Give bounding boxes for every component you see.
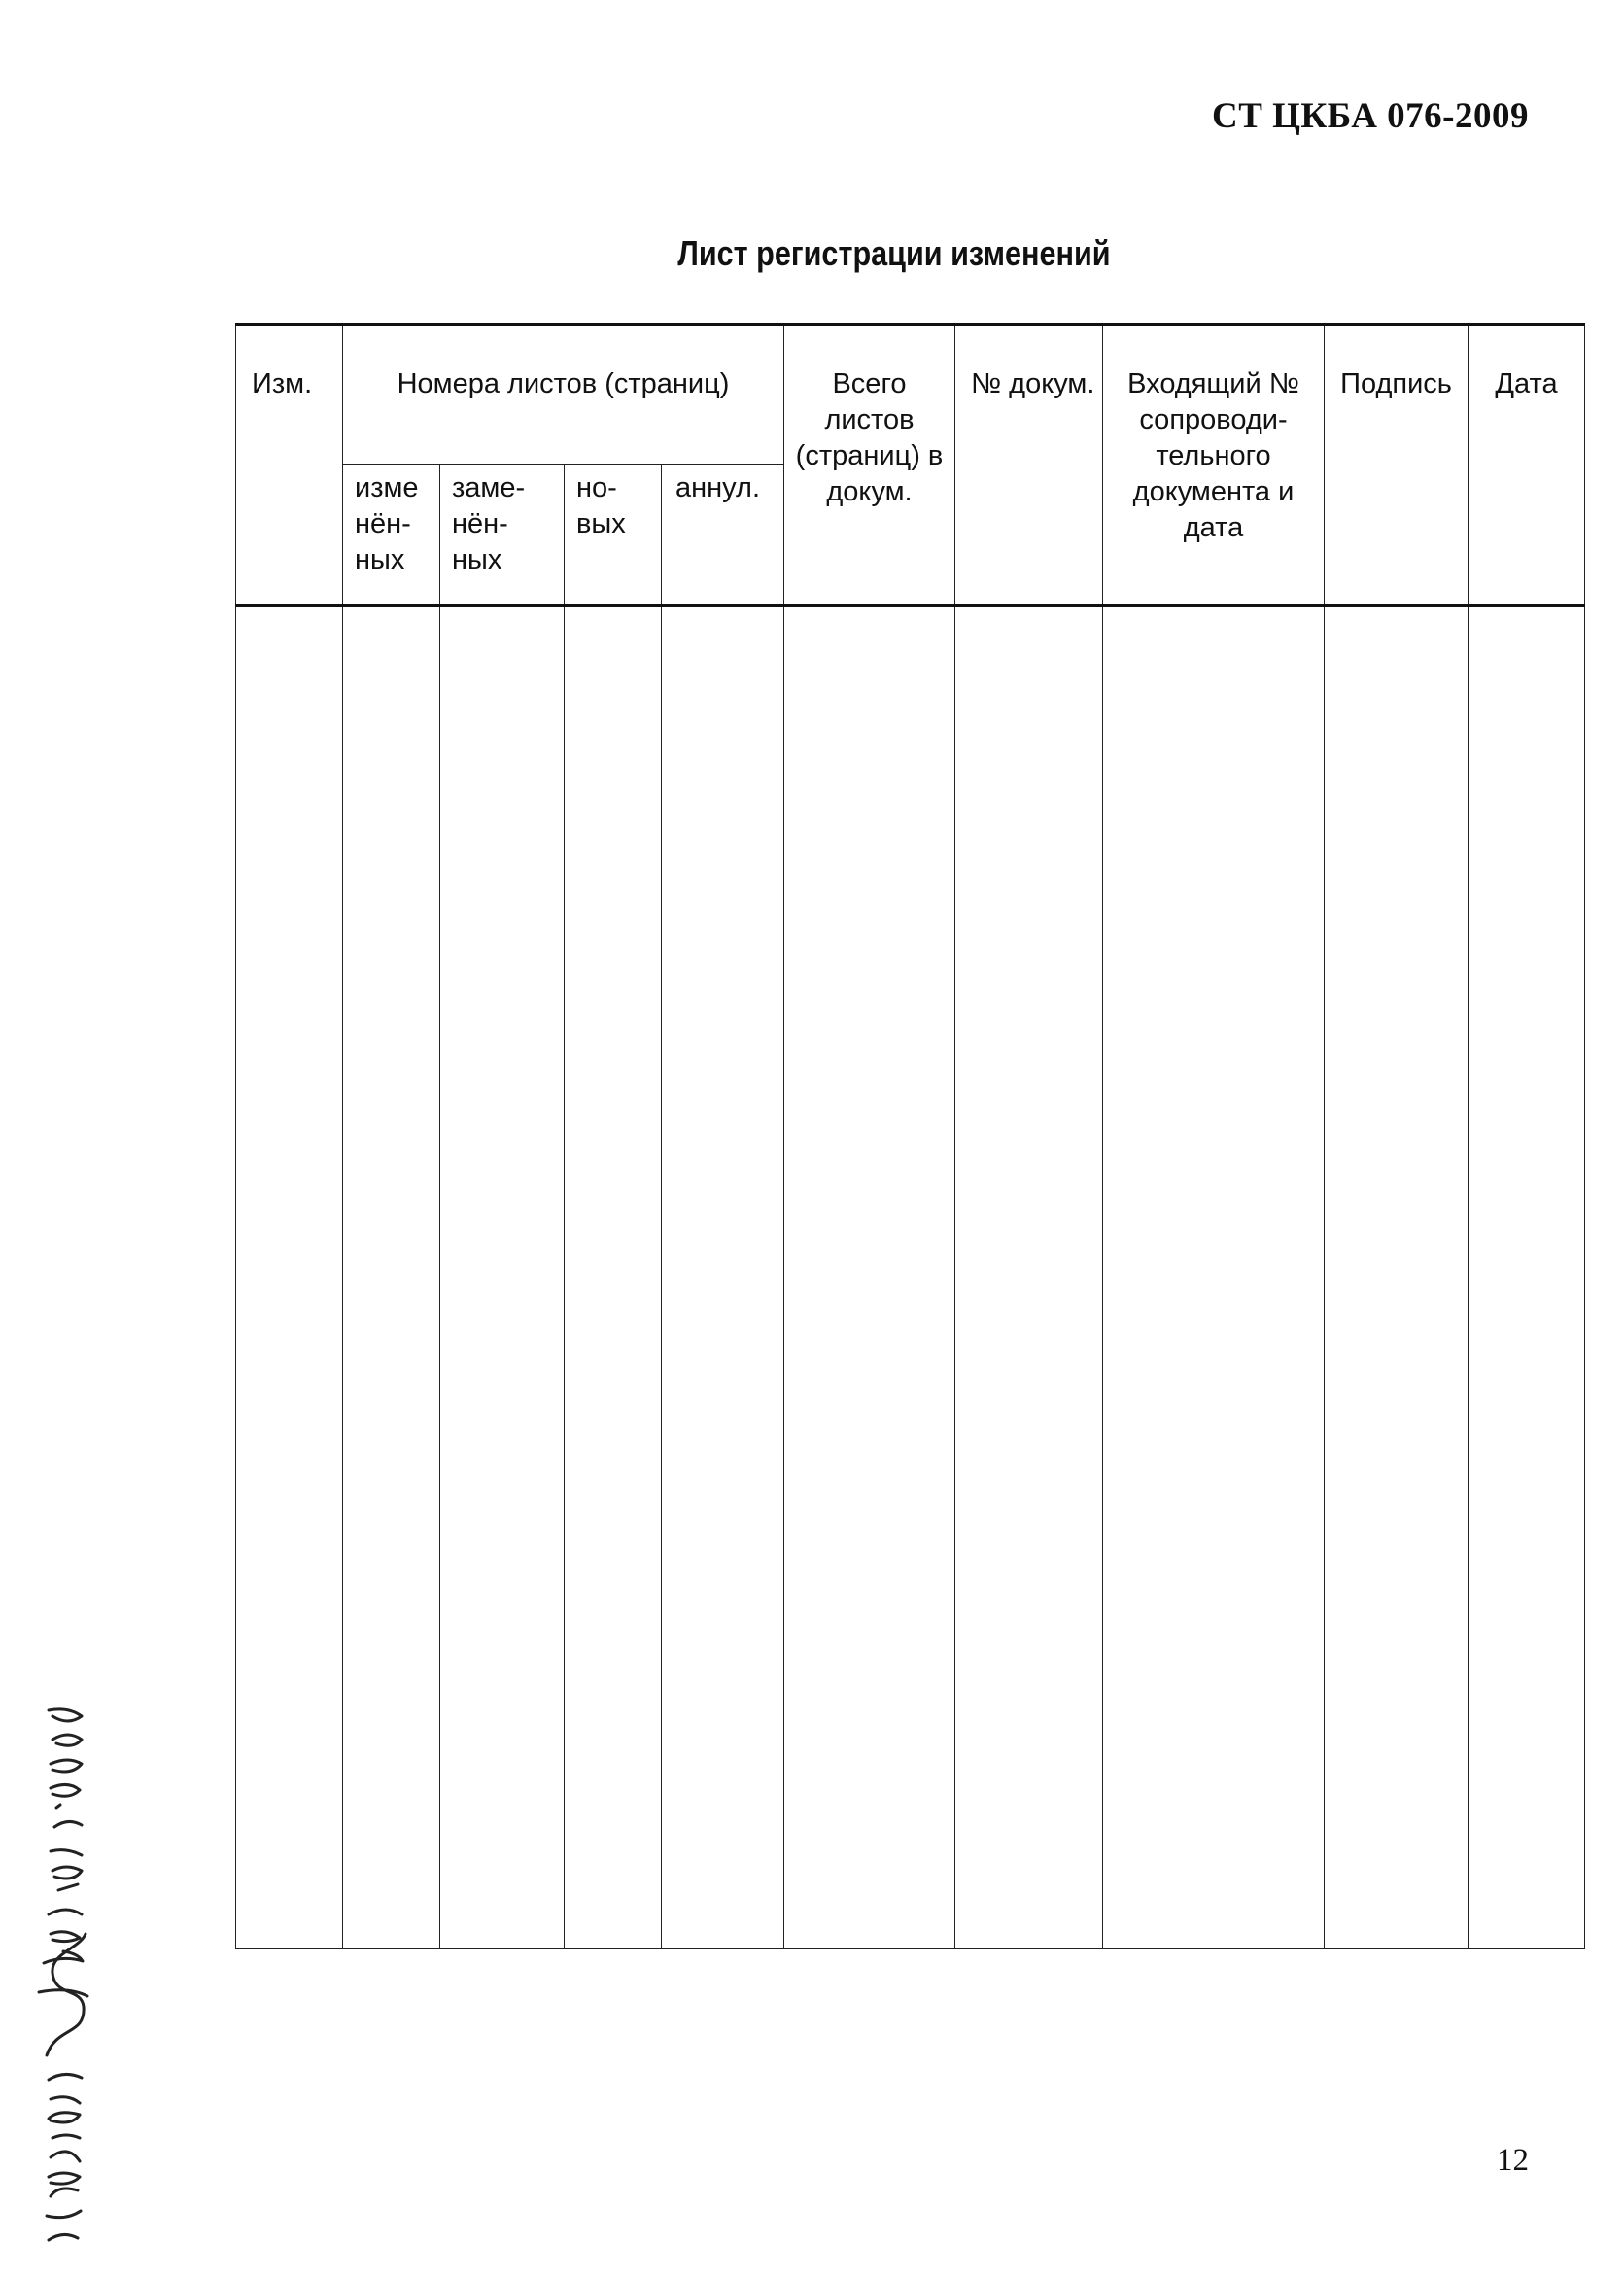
cell-changed bbox=[343, 606, 440, 1949]
cell-annulled bbox=[662, 606, 784, 1949]
header-changed: изме нён- ных bbox=[343, 465, 440, 606]
handwritten-signature-mark bbox=[29, 1672, 102, 2255]
cell-date bbox=[1469, 606, 1585, 1949]
cell-replaced bbox=[440, 606, 565, 1949]
table-row bbox=[236, 606, 1585, 1949]
header-total-sheets: Всего листов (страниц) в докум. bbox=[784, 325, 955, 606]
header-annulled: аннул. bbox=[662, 465, 784, 606]
document-code: СТ ЦКБА 076-2009 bbox=[1211, 96, 1529, 136]
header-incoming-doc: Входящий № сопроводи- тельного документа и дата bbox=[1103, 325, 1325, 606]
header-new: но- вых bbox=[565, 465, 662, 606]
header-replaced: заме- нён- ных bbox=[440, 465, 565, 606]
page-number: 12 bbox=[1497, 2143, 1529, 2178]
cell-new bbox=[565, 606, 662, 1949]
cell-izm bbox=[236, 606, 343, 1949]
cell-signature bbox=[1325, 606, 1469, 1949]
cell-total-sheets bbox=[784, 606, 955, 1949]
header-date: Дата bbox=[1469, 325, 1585, 606]
header-doc-number: № докум. bbox=[955, 325, 1103, 606]
header-signature: Подпись bbox=[1325, 325, 1469, 606]
header-sheet-numbers: Номера листов (страниц) bbox=[343, 325, 784, 465]
change-registration-table bbox=[235, 323, 1585, 1949]
page-title: Лист регистрации изменений bbox=[677, 233, 1111, 273]
cell-incoming-doc bbox=[1103, 606, 1325, 1949]
cell-doc-number bbox=[955, 606, 1103, 1949]
header-izm: Изм. bbox=[236, 325, 343, 606]
